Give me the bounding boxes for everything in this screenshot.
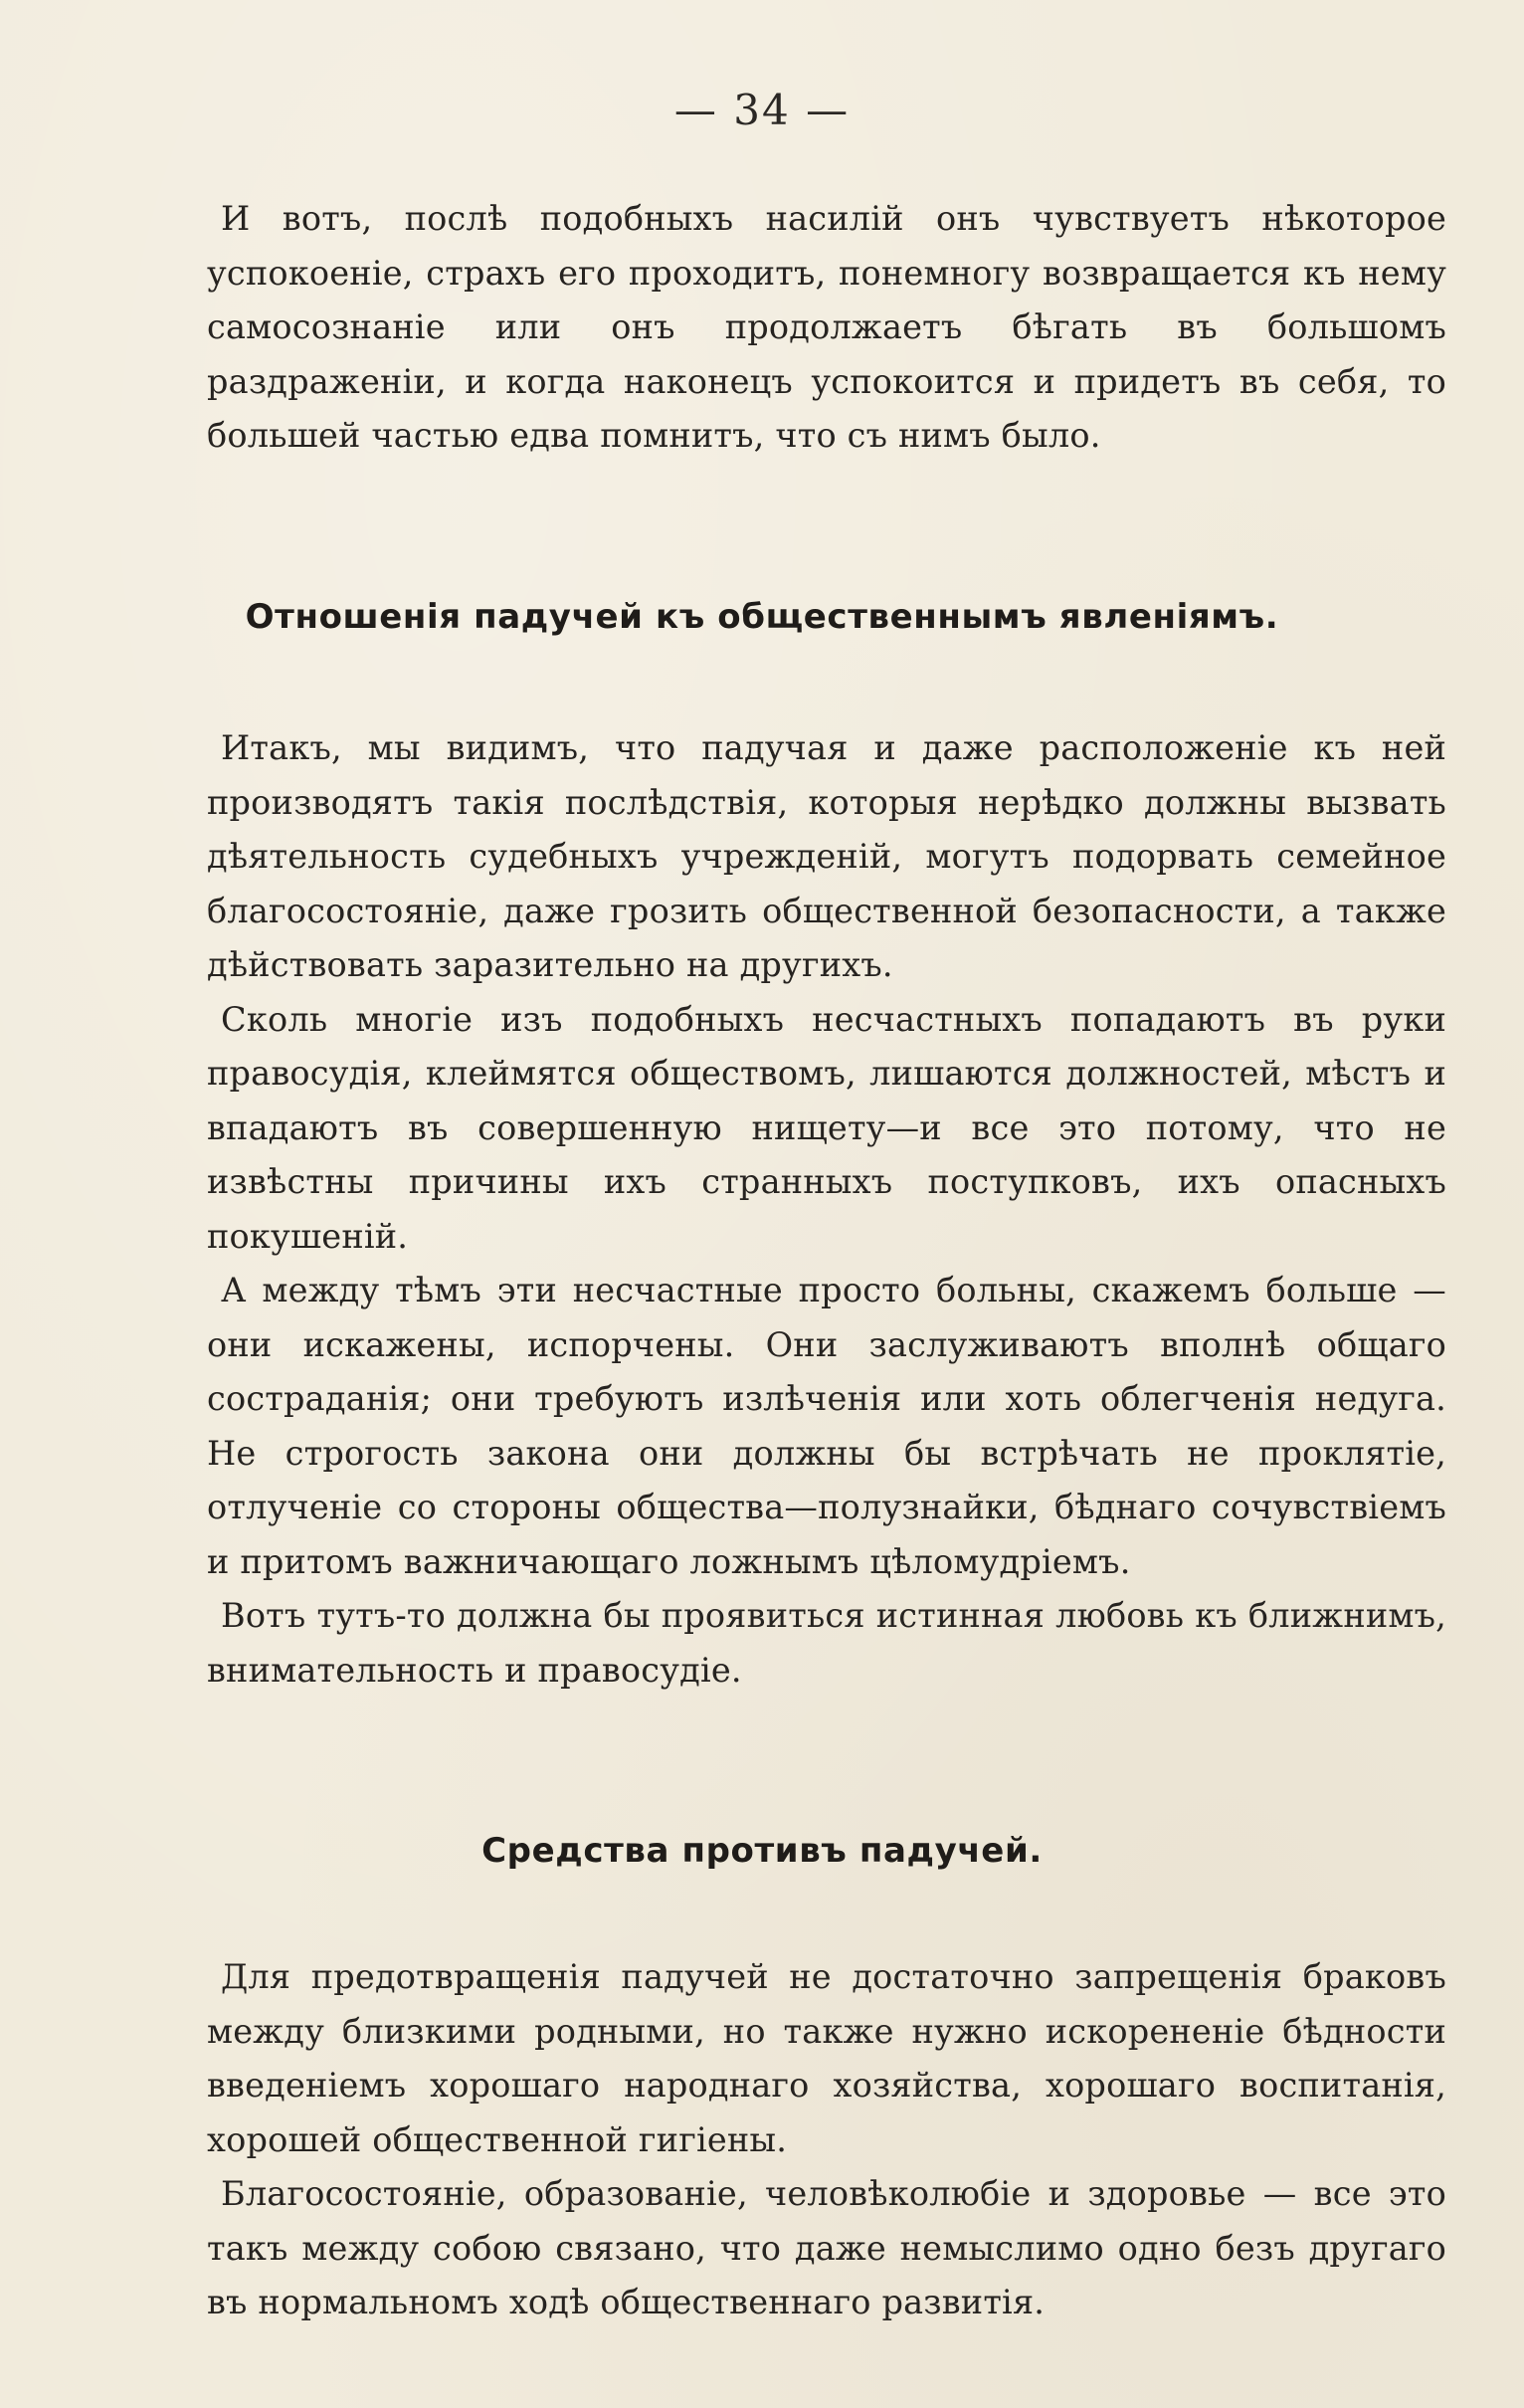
section-heading-remedies: Средства противъ падучей. xyxy=(481,1831,1043,1871)
paragraph: Вотъ тутъ-то должна бы проявиться истинная любовь къ ближнимъ, внимательность и правосудіе. xyxy=(207,1596,1446,1690)
paragraph: А между тѣмъ эти несчастные просто больны, скажемъ больше — они искажены, испорчены. Они заслуживаютъ вполнѣ общаго состраданія; они требуютъ излѣченія или хоть облегченія недуга. Не строгость закона они должны бы встрѣчать не проклятіе, отлученіе со стороны общества—полузнайки, бѣднаго сочувствіемъ и притомъ важничающаго ложнымъ цѣломудріемъ. xyxy=(207,1271,1446,1581)
section-heading-social-relations: Отношенія падучей къ общественнымъ явленіямъ. xyxy=(245,597,1279,637)
paragraph: Для предотвращенія падучей не достаточно запрещенія браковъ между близкими родными, но также нужно искорененіе бѣдности введеніемъ хорошаго народнаго хозяйства, хорошаго воспитанія, хорошей общественной гигіены. xyxy=(207,1957,1446,2159)
section-social-relations-text xyxy=(207,721,1446,1698)
page-number: — 34 — xyxy=(673,86,851,134)
section-remedies-text xyxy=(207,1950,1446,2330)
paragraph: Сколь многіе изъ подобныхъ несчастныхъ попадаютъ въ руки правосудія, клеймятся обществомъ, лишаются должностей, мѣстъ и впадаютъ въ совершенную нищету—и все это потому, что не извѣстны причины ихъ странныхъ поступковъ, ихъ опасныхъ покушеній. xyxy=(207,999,1446,1256)
intro-text-block xyxy=(207,192,1446,464)
paragraph: И вотъ, послѣ подобныхъ насилій онъ чувствуетъ нѣкоторое успокоеніе, страхъ его проходитъ, понемногу возвращается къ нему самосознаніе или онъ продолжаетъ бѣгать въ большомъ раздраженіи, и когда наконецъ успокоится и придетъ въ себя, то большей частью едва помнитъ, что съ нимъ было. xyxy=(207,199,1446,455)
paragraph: Благосостояніе, образованіе, человѣколюбіе и здоровье — все это такъ между собою связано, что даже немыслимо одно безъ другаго въ нормальномъ ходѣ общественнаго развитія. xyxy=(207,2174,1446,2321)
paragraph: Итакъ, мы видимъ, что падучая и даже расположеніе къ ней производятъ такія послѣдствія, которыя нерѣдко должны вызвать дѣятельность судебныхъ учрежденій, могутъ подорвать семейное благосостояніе, даже грозить общественной безопасности, а также дѣйствовать заразительно на другихъ. xyxy=(207,728,1446,984)
